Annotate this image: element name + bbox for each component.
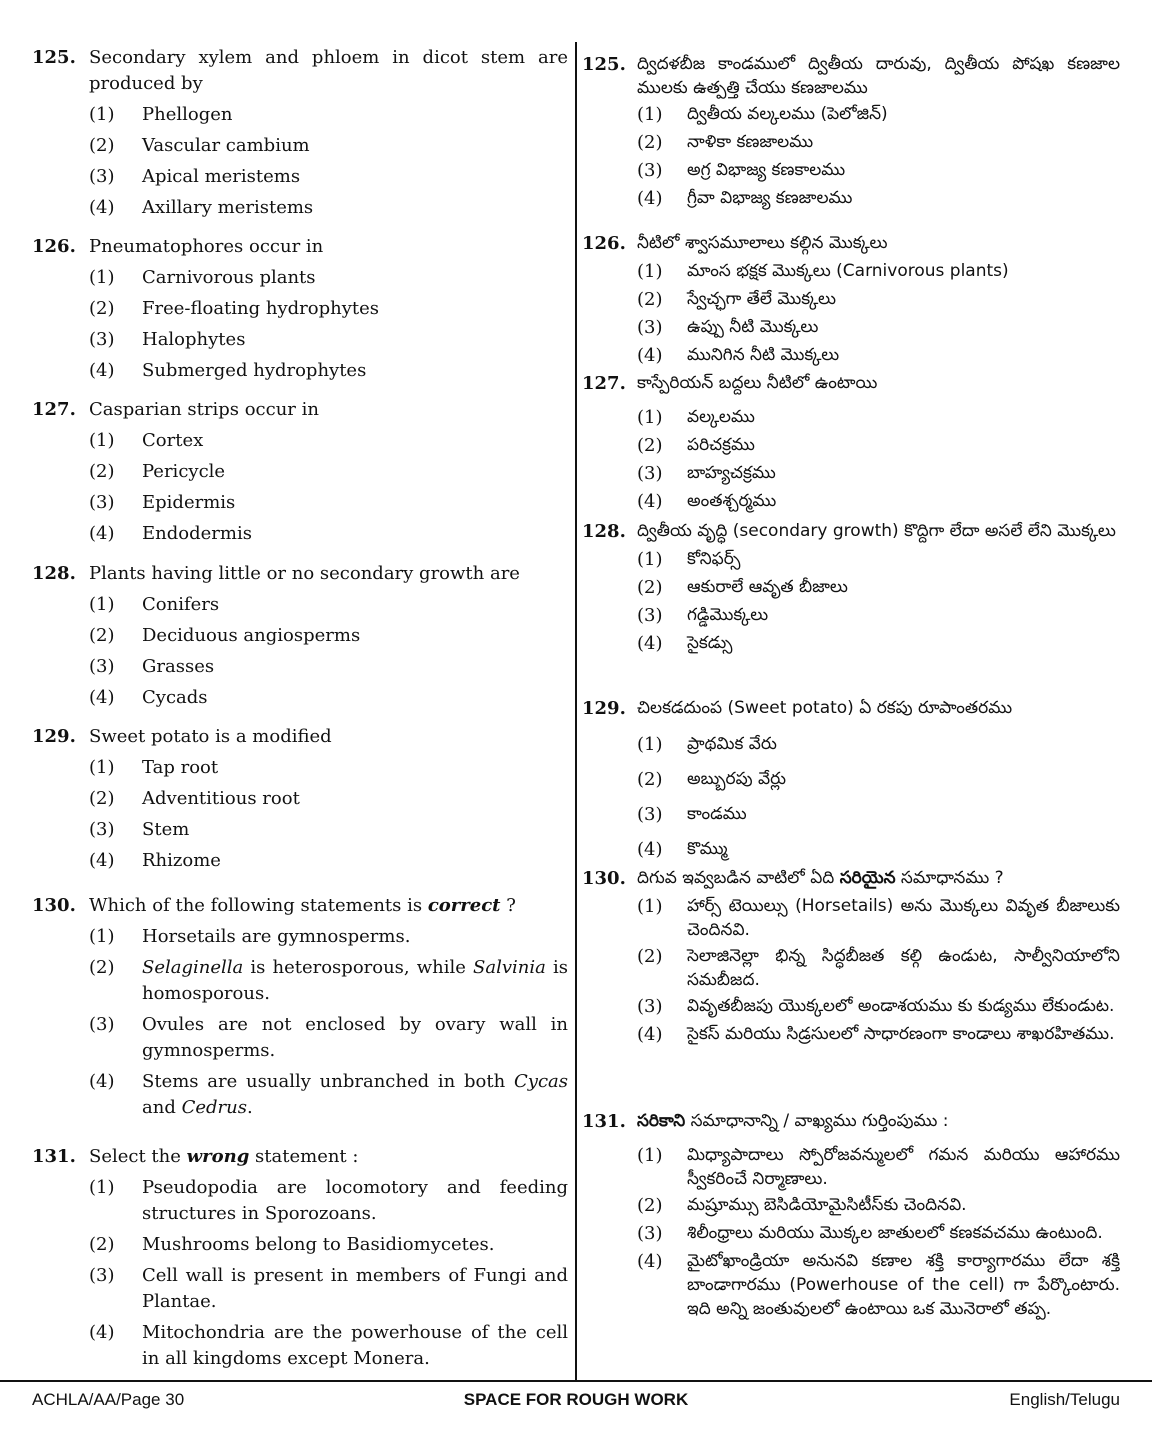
question-130-en xyxy=(32,893,568,1121)
question-131-en xyxy=(32,1144,568,1372)
question-number: 126. xyxy=(582,233,626,254)
question-text: Plants having little or no secondary growth are xyxy=(89,563,520,584)
question-number: 129. xyxy=(582,698,626,719)
question-129-en xyxy=(32,724,568,874)
question-126-te xyxy=(582,231,1120,369)
rough-work-label: SPACE FOR ROUGH WORK xyxy=(463,1390,689,1409)
option-1: (1) ప్రాథమిక వేరు xyxy=(637,734,777,755)
option-3: (3) బాహ్యచక్రము xyxy=(637,463,776,484)
option-1: (1) మాంస భక్షక మొక్కలు (Carnivorous plants) xyxy=(637,261,1009,282)
question-number: 128. xyxy=(582,521,626,542)
question-text: నీటిలో శ్వాసమూలాలు కల్గిన మొక్కలు xyxy=(637,233,888,253)
option-2: (2) Selaginella is heterosporous, while Salvinia is homosporous. xyxy=(89,957,568,1004)
option-4: (4) Endodermis xyxy=(89,523,252,544)
question-text: కాస్పేరియన్ బద్దలు నీటిలో ఉంటాయి xyxy=(637,373,878,393)
page-code: ACHLA/AA/Page 30 xyxy=(32,1390,185,1409)
option-1: (1) ద్వితీయ వల్కలము (పెలోజిన్) xyxy=(637,104,888,125)
option-3: (3) శిలీంధ్రాలు మరియు మొక్కల జాతులలో కణకవచము ఉంటుంది. xyxy=(637,1223,1103,1244)
question-129-te xyxy=(582,696,1120,863)
option-3: (3) Apical meristems xyxy=(89,166,301,187)
question-number: 130. xyxy=(582,868,626,889)
option-2: (2) Mushrooms belong to Basidiomycetes. xyxy=(89,1234,495,1255)
option-4: (4) Stems are usually unbranched in both Cycas and Cedrus. xyxy=(89,1071,568,1118)
question-127-en xyxy=(32,397,568,547)
option-4: (4) Axillary meristems xyxy=(89,197,314,218)
page-footer xyxy=(32,1390,1120,1414)
question-text: Casparian strips occur in xyxy=(89,399,319,420)
option-4: (4) అంతశ్చర్మము xyxy=(637,491,777,512)
question-text: Pneumatophores occur in xyxy=(89,236,324,257)
question-127-te xyxy=(582,371,1120,515)
footer-rule xyxy=(0,1380,1152,1382)
question-text: ద్వితీయ వృద్ధి (secondary growth) కొద్దిగా లేదా అసలే లేని మొక్కలు xyxy=(637,521,1116,541)
option-3: (3) Epidermis xyxy=(89,492,236,513)
option-2: (2) అబ్బురపు వేర్లు xyxy=(637,769,787,790)
option-3: (3) కాండము xyxy=(637,804,747,825)
option-3: (3) Cell wall is present in members of Fungi and Plantae. xyxy=(89,1265,568,1312)
option-1: (1) మిధ్యాపాదాలు స్పోరోజవన్ములలో గమన మరియు ఆహారము స్వీకరించే నిర్మాణాలు. xyxy=(637,1145,1120,1189)
language-label: English/Telugu xyxy=(1009,1390,1120,1409)
question-text: Which of the following statements is correct ? xyxy=(89,895,516,916)
question-number: 127. xyxy=(32,399,76,420)
option-2: (2) నాళికా కణజాలము xyxy=(637,132,814,153)
option-4: (4) మైటోఖాండ్రియా అనునవి కణాల శక్తి కార్యాగారము లేదా శక్తి బాండాగారము (Powerhouse of the cell) గా పేర్కొంటారు. ఇది అన్ని జంతువులలో ఉంటాయి ఒక మొనెరాలో తప్ప. xyxy=(637,1251,1120,1319)
question-125-en xyxy=(32,45,568,221)
option-4: (4) Mitochondria are the powerhouse of the cell in all kingdoms except Monera. xyxy=(89,1322,568,1369)
option-2: (2) Deciduous angiosperms xyxy=(89,625,361,646)
question-number: 131. xyxy=(32,1146,76,1167)
option-2: (2) మష్రూమ్సు బెసిడియోమైసిటీస్‌కు చెందినవి. xyxy=(637,1195,967,1216)
option-4: (4) Rhizome xyxy=(89,850,221,871)
option-2: (2) Pericycle xyxy=(89,461,226,482)
question-text: Select the wrong statement : xyxy=(89,1146,359,1167)
option-4: (4) గ్రీవా విభాజ్య కణజాలము xyxy=(637,188,853,209)
option-1: (1) కోనిఫర్స్ xyxy=(637,549,741,570)
question-125-te xyxy=(582,52,1120,212)
question-130-te xyxy=(582,866,1120,1048)
option-1: (1) వల్కలము xyxy=(637,407,755,428)
question-128-en xyxy=(32,561,568,711)
option-1: (1) Phellogen xyxy=(89,104,233,125)
question-text: Secondary xylem and phloem in dicot stem are produced by xyxy=(89,47,568,94)
option-3: (3) Ovules are not enclosed by ovary wall in gymnosperms. xyxy=(89,1014,568,1061)
option-1: (1) Tap root xyxy=(89,757,219,778)
option-2: (2) సెలాజినెల్లా భిన్న సిద్ధబీజత కల్గి ఉండుట, సాల్వీనియాలోని సమబీజద. xyxy=(637,946,1120,990)
question-number: 125. xyxy=(32,47,76,68)
option-1: (1) Conifers xyxy=(89,594,220,615)
option-4: (4) సైకస్ మరియు సిడ్రసులలో సాధారణంగా కాండాలు శాఖరహితము. xyxy=(637,1024,1115,1045)
option-4: (4) Cycads xyxy=(89,687,208,708)
question-number: 130. xyxy=(32,895,76,916)
question-number: 129. xyxy=(32,726,76,747)
question-text: Sweet potato is a modified xyxy=(89,726,332,747)
question-number: 127. xyxy=(582,373,626,394)
option-3: (3) Halophytes xyxy=(89,329,246,350)
question-128-te xyxy=(582,519,1120,657)
question-number: 125. xyxy=(582,54,626,75)
question-number: 128. xyxy=(32,563,76,584)
question-131-te xyxy=(582,1109,1120,1321)
option-2: (2) పరిచక్రము xyxy=(637,435,755,456)
column-divider xyxy=(575,42,577,1380)
option-2: (2) Free-floating hydrophytes xyxy=(89,298,380,319)
question-number: 126. xyxy=(32,236,76,257)
question-text: ద్విదళబీజ కాండములో ద్వితీయ దారువు, ద్వితీయ పోషఖ కణజాల ములకు ఉత్పత్తి చేయు కణజాలము xyxy=(637,54,1120,98)
option-2: (2) Adventitious root xyxy=(89,788,300,809)
question-text: దిగువ ఇవ్వబడిన వాటిలో ఏది సరియైన సమాధానము ? xyxy=(637,868,1004,888)
option-4: (4) Submerged hydrophytes xyxy=(89,360,367,381)
option-4: (4) సైకడ్సు xyxy=(637,633,733,654)
question-number: 131. xyxy=(582,1111,626,1132)
option-3: (3) Grasses xyxy=(89,656,215,677)
option-2: (2) స్వేచ్ఛగా తేలే మొక్కలు xyxy=(637,289,836,310)
question-text: చిలకడదుంప (Sweet potato) ఏ రకపు రూపాంతరము xyxy=(637,698,1013,718)
option-4: (4) మునిగిన నీటి మొక్కలు xyxy=(637,345,840,366)
option-3: (3) గడ్డిమొక్కలు xyxy=(637,605,769,626)
option-3: (3) అగ్ర విభాజ్య కణకాలము xyxy=(637,160,846,181)
option-1: (1) Horsetails are gymnosperms. xyxy=(89,926,411,947)
question-126-en xyxy=(32,234,568,384)
option-3: (3) ఉప్పు నీటి మొక్కలు xyxy=(637,317,819,338)
option-2: (2) Vascular cambium xyxy=(89,135,310,156)
option-4: (4) కొమ్ము xyxy=(637,839,728,860)
option-1: (1) Cortex xyxy=(89,430,204,451)
option-3: (3) వివృతబీజపు యొక్కలలో అండాశయము కు కుడ్యము లేకుండుట. xyxy=(637,996,1115,1017)
question-text: సరికాని సమాధానాన్ని / వాఖ్యము గుర్తింపుము : xyxy=(637,1111,949,1131)
option-2: (2) ఆకురాలే ఆవృత బీజాలు xyxy=(637,577,848,598)
option-3: (3) Stem xyxy=(89,819,190,840)
option-1: (1) హార్స్ టెయిల్సు (Horsetails) అను మొక్కలు వివృత బీజాలుకు చెందినవి. xyxy=(637,896,1120,940)
option-1: (1) Carnivorous plants xyxy=(89,267,316,288)
option-1: (1) Pseudopodia are locomotory and feeding structures in Sporozoans. xyxy=(89,1177,568,1224)
